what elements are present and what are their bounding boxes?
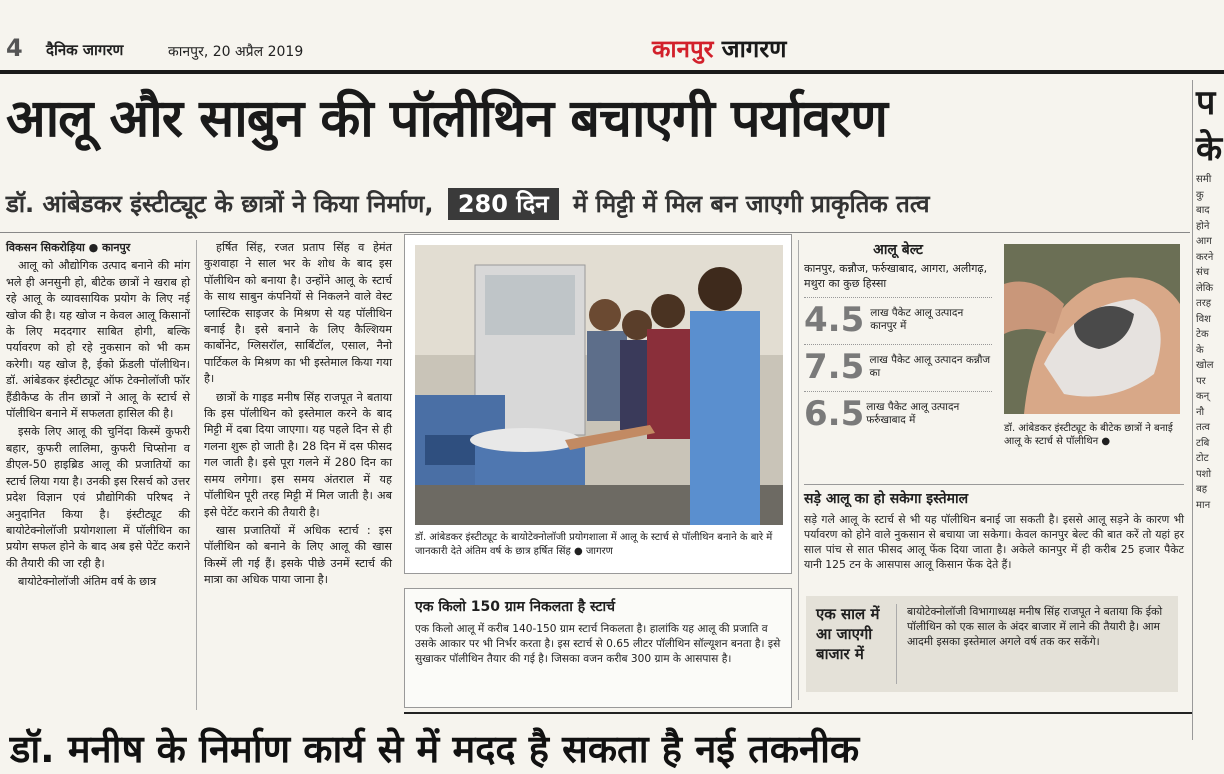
page-number: 4 xyxy=(6,34,23,62)
rotten-body: सड़े गले आलू के स्टार्च से भी यह पॉलीथिन बनाई जा सकती है। इससे आलू सड़ने के कारण भी पर्यावरण को होने वाले नुकसान से बचाया जा सकेगा। केवल कानपुर बेल्ट की बात करें तो यहां हर साल पांच से सात फीसद आलू फेंक दिया जाता है। अकेले कानपुर में ही करीब 25 हजार पैकेट यानी 125 टन के आसपास आलू किसान फेंक देते हैं। xyxy=(804,513,1184,571)
stat-row xyxy=(804,391,992,432)
next-headline-fragment xyxy=(0,712,1224,771)
market-info-box xyxy=(806,596,1178,692)
adjacent-text-line: करने xyxy=(1196,251,1214,263)
masthead xyxy=(0,0,1224,74)
adjacent-text-lines xyxy=(1196,172,1224,513)
paragraph: बायोटेक्नोलॉजी अंतिम वर्ष के छात्र xyxy=(18,575,157,589)
adjacent-text-line: टोट xyxy=(1196,453,1209,464)
stat-label: लाख पैकेट आलू उत्पादन कानपुर में xyxy=(870,307,964,332)
adjacent-text-line: मान xyxy=(1196,499,1211,511)
starch-title: एक किलो 150 ग्राम निकलता है स्टार्च xyxy=(415,599,616,615)
adjacent-text-line: के xyxy=(1196,344,1204,356)
newspaper-brand: दैनिक जागरण xyxy=(46,41,124,59)
market-body: बायोटेक्नोलॉजी विभागाध्यक्ष मनीष सिंह राजपूत ने बताया कि ईको पॉलीथिन को एक साल के अंदर बाजार में लाने की तैयारी है। आम आदमी इसका इस्तेमाल अगले वर्ष तक कर सकेंगे। xyxy=(896,604,1168,684)
adjacent-headline-fragment: के xyxy=(1196,129,1223,169)
starch-info-box xyxy=(404,588,792,708)
lab-photo-box xyxy=(404,234,792,574)
adjacent-text-line: टेक xyxy=(1196,329,1209,340)
adjacent-text-line: पर xyxy=(1196,375,1206,387)
rotten-title: सड़े आलू का हो सकेगा इस्तेमाल xyxy=(804,484,1184,508)
paragraph: आलू को औद्योगिक उत्पाद बनाने की मांग भले ही अनसुनी हो, बीटेक छात्रों ने खराब हो रहे आलू के व्यावसायिक प्रयोग के लिए नई खोज की है। यह खोज न केवल आलू किसानों के लिए मददगार साबित होगी, बल्कि पर्यावरण को हो रहे नुकसान को भी कम करेगी। यह खोज है, ईको फ्रेंडली पॉलीथिन। डॉ. आंबेडकर इंस्टीट्यूट ऑफ टेक्नोलॉजी फॉर हैंडीकैप्ड के तीन छात्रों ने आलू के स्टार्च से पॉलीथिन बनाने में सफलता हासिल की है। xyxy=(6,259,190,421)
next-headline-text: डॉ. मनीष के निर्माण कार्य से में मदद है सकता है नई तकनीक xyxy=(10,727,860,771)
divider xyxy=(0,232,1190,233)
adjacent-text-line: समी xyxy=(1196,174,1212,185)
starch-body: एक किलो आलू में करीब 140-150 ग्राम स्टार्च निकलता है। हालांकि यह आलू की प्रजाति व उसके आकार पर भी निर्भर करता है। इस स्टार्च से 0.65 लीटर पॉलीथिन सॉल्यूशन बनता है। इसे सुखाकर पॉलीथिन तैयार की गई है। जिसका वजन करीब 300 ग्राम के आसपास है। xyxy=(415,623,781,665)
lab-photo-illustration xyxy=(415,245,783,525)
adjacent-text-line: कु xyxy=(1196,189,1204,201)
stat-row xyxy=(804,344,992,385)
paragraph: खास प्रजातियों में अधिक स्टार्च : इस पॉलीथिन को बनाने के लिए आलू की खास किस्में ली गई हैं। इसके पीछे उनमें स्टार्च की मात्रा का अधिक पाया जाना है। xyxy=(204,523,392,587)
stat-label: लाख पैकेट आलू उत्पादन फर्रुखाबाद में xyxy=(866,401,960,426)
subhead-after: में मिट्टी में मिल बन जाएगी प्राकृतिक तत्व xyxy=(572,190,930,218)
article-column-1 xyxy=(6,240,190,740)
stat-value: 6.5 xyxy=(804,394,865,434)
adjacent-headline-fragment: प xyxy=(1196,83,1216,123)
stat-value: 4.5 xyxy=(804,300,865,340)
polythene-photo-illustration xyxy=(1004,244,1180,414)
rotten-potato-section xyxy=(804,484,1184,572)
stat-value: 7.5 xyxy=(804,347,865,387)
column-divider xyxy=(1192,80,1193,740)
edition-city: कानपुर xyxy=(652,35,714,63)
potato-belt-box xyxy=(804,240,992,470)
market-title: एक साल में आ जाएगी बाजार में xyxy=(816,605,880,663)
masthead-rule xyxy=(0,70,1224,74)
subhead-highlight: 280 दिन xyxy=(448,188,559,220)
adjacent-text-line: पशो xyxy=(1196,468,1212,480)
adjacent-article-strip xyxy=(1196,80,1224,740)
adjacent-text-line: लेकि xyxy=(1196,282,1214,294)
photo-caption: डॉ. आंबेडकर इंस्टीट्यूट के बायोटेक्नोलॉजी प्रयोगशाला में आलू के स्टार्च से पॉलीथिन बनाने के बारे में जानकारी देते अंतिम वर्ष के छात्र हर्षित सिंह ● जागरण xyxy=(415,532,773,557)
subhead-before: डॉ. आंबेडकर इंस्टीट्यूट के छात्रों ने किया निर्माण, xyxy=(6,190,434,218)
article-column-2 xyxy=(204,240,392,740)
paragraph: इसके लिए आलू की चुनिंदा किस्में कुफरी बहार, कुफरी लालिमा, कुफरी चिप्सोना व डीएल-50 हाइब्रिड आलू की प्रजातियों का स्टार्च लिया गया है। उनकी इस रिसर्च को उत्तर प्रदेश विज्ञान एवं प्रौद्योगिकी परिषद ने अनुदानित किया है। इंस्टीट्यूट की बायोटेक्नोलॉजी प्रयोगशाला में पॉलीथिन का प्रयोग सफल होने के बाद अब इसे पेटेंट कराने की तैयारी की जा रही है। xyxy=(6,425,190,570)
edition-title xyxy=(652,32,787,65)
adjacent-text-line: तत्व xyxy=(1196,422,1210,433)
stat-label: लाख पैकेट आलू उत्पादन कन्नौज का xyxy=(869,354,991,379)
adjacent-text-line: बह xyxy=(1196,484,1208,495)
paragraph: हर्षित सिंह, रजत प्रताप सिंह व हेमंत कुशवाहा ने साल भर के शोध के बाद इस पॉलीथिन को बनाया है। उन्होंने आलू के स्टार्च के साथ साबुन कंपनियों से निकलने वाले वेस्ट प्लास्टिक साइजर के मिश्रण से यह पॉलीथिन बनाई है। इसे बनाने के लिए कैल्शियम कार्बोनेट, ग्लिसरॉल, सार्बिटॉल, एसाल, नैनो पार्टिकल के मिश्रण का भी इस्तेमाल किया गया है। xyxy=(204,241,392,386)
byline: विकसन सिकरोड़िया ● कानपुर xyxy=(6,241,131,254)
edition-brand: जागरण xyxy=(721,35,787,63)
stat-row xyxy=(804,297,992,338)
polythene-photo-caption: डॉ. आंबेडकर इंस्टीट्यूट के बीटेक छात्रों ने बनाई आलू के स्टार्च से पॉलीथिन ● xyxy=(1004,423,1173,447)
dateline: कानपुर, 20 अप्रैल 2019 xyxy=(168,44,304,60)
polythene-photo xyxy=(1004,244,1180,414)
column-divider xyxy=(196,240,197,710)
headline: आलू और साबुन की पॉलीथिन बचाएगी पर्यावरण xyxy=(6,89,887,149)
adjacent-text-line: तरह xyxy=(1196,298,1212,309)
column-divider xyxy=(798,240,799,700)
adjacent-text-line: विश xyxy=(1196,313,1211,325)
lab-photo xyxy=(415,245,783,525)
adjacent-text-line: खोल xyxy=(1196,360,1214,371)
adjacent-text-line: आग xyxy=(1196,236,1212,247)
adjacent-text-line: कन् xyxy=(1196,391,1210,402)
belt-areas: कानपुर, कन्नौज, फर्रुखाबाद, आगरा, अलीगढ़, मथुरा का कुछ हिस्सा xyxy=(804,262,988,290)
belt-title: आलू बेल्ट xyxy=(873,242,923,258)
adjacent-text-line: संच xyxy=(1196,267,1210,278)
adjacent-text-line: बाद xyxy=(1196,205,1210,216)
subheadline xyxy=(6,184,1192,224)
adjacent-text-line: नौ xyxy=(1196,406,1205,418)
paragraph: छात्रों के गाइड मनीष सिंह राजपूत ने बताया कि इस पॉलीथिन को इस्तेमाल करने के बाद मिट्टी में दबा दिया जाएगा। यह पहले दिन से ही गलना शुरू हो जाती है। 28 दिन में दस फीसद गल जाती है। इसे पूरा गलने में 280 दिन का समय लगेगा। इस समय अंतराल में यह पॉलीथिन पूरी तरह मिट्टी में मिल जाती है। अब इसे पेटेंट कराने की तैयारी है। xyxy=(204,390,392,519)
adjacent-text-line: टबि xyxy=(1196,437,1210,449)
adjacent-text-line: होने xyxy=(1196,220,1210,232)
